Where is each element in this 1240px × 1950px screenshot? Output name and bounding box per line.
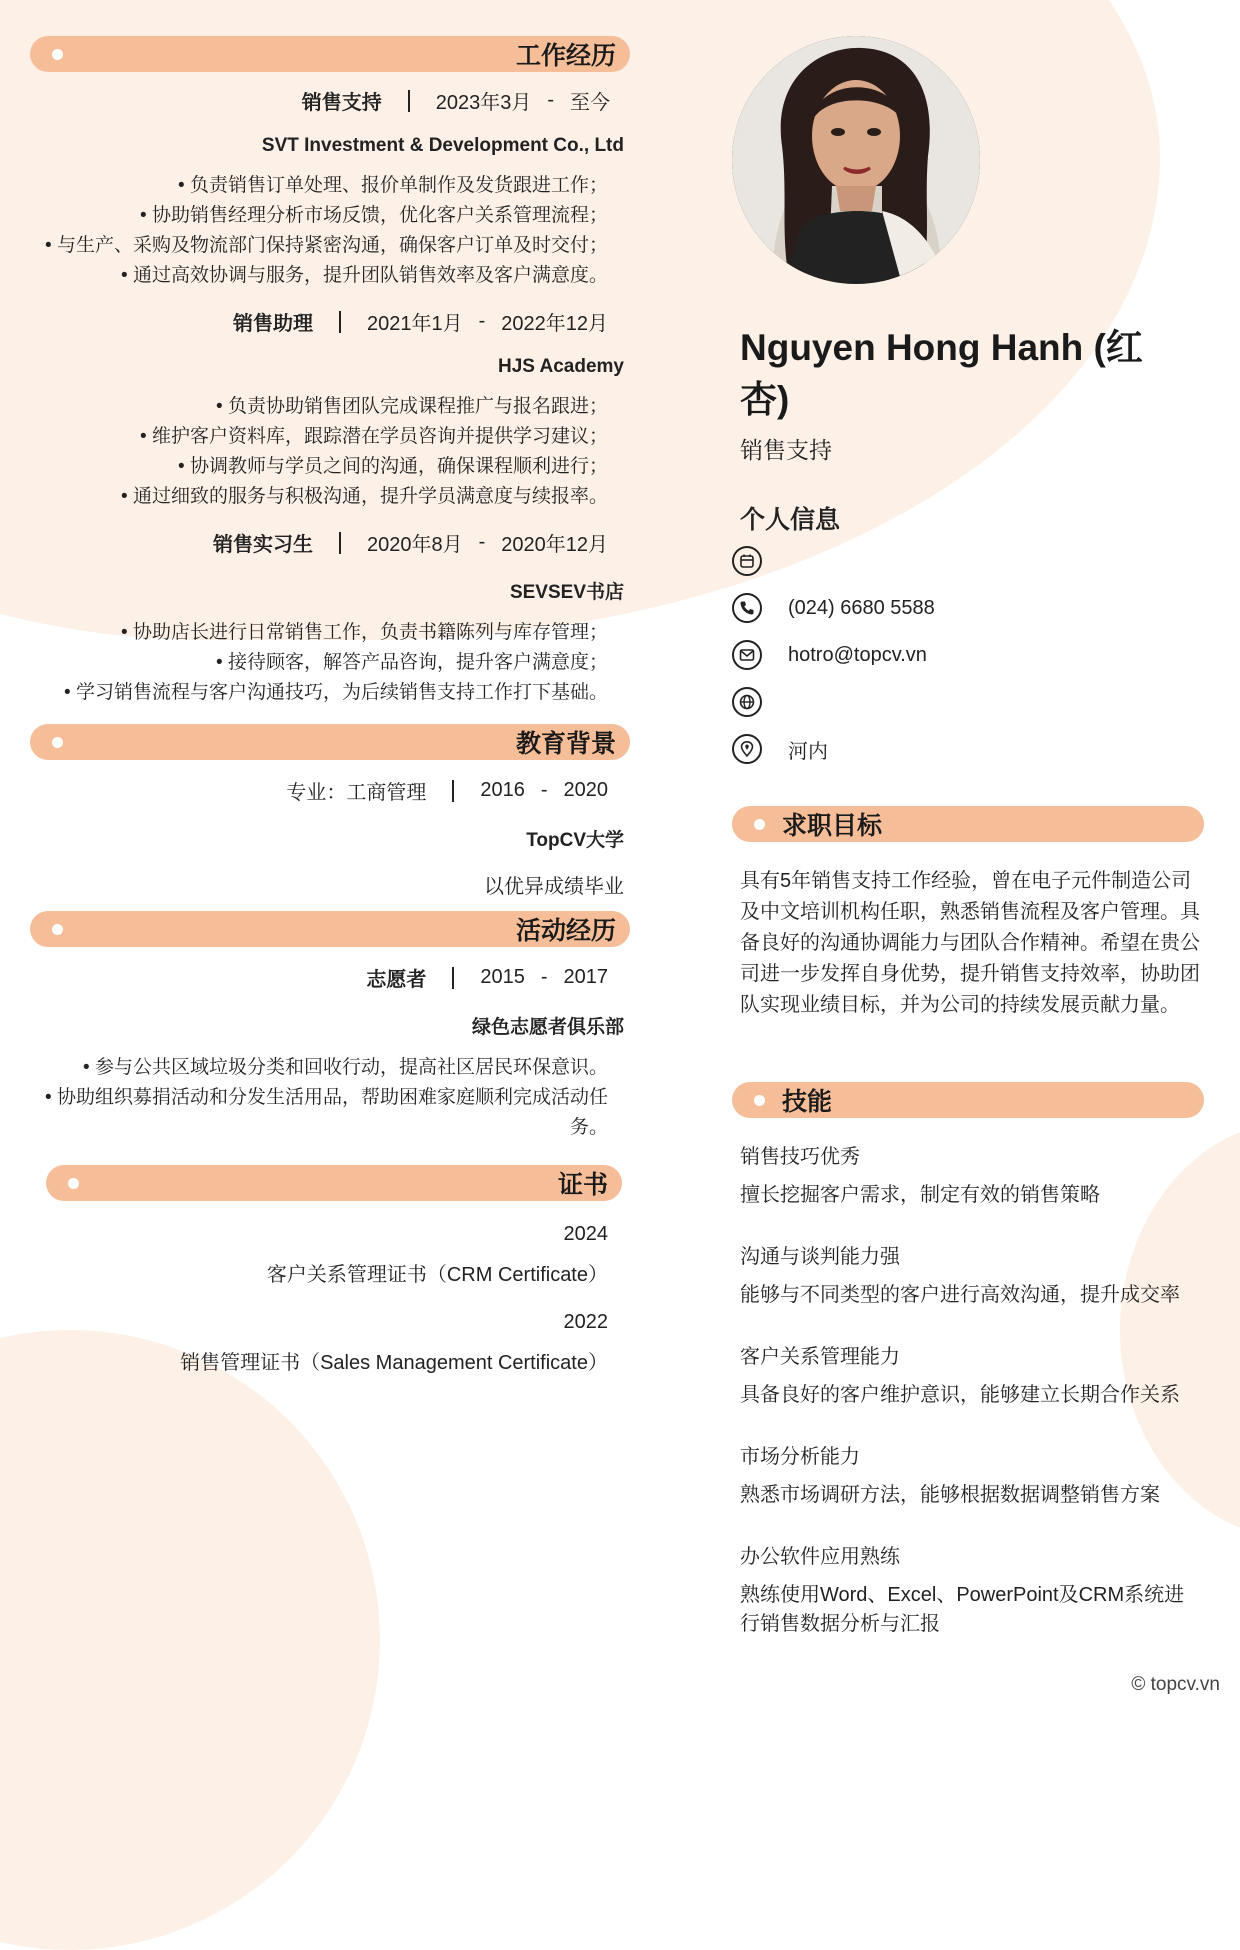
job-start: 2020年8月 (366, 534, 463, 556)
phone-icon (732, 593, 762, 623)
divider (339, 532, 341, 554)
info-email (732, 640, 927, 670)
bullet-item: • 协调教师与学员之间的沟通，确保课程顺利进行； (30, 452, 608, 482)
skill-name: 沟通与谈判能力强 (740, 1246, 900, 1268)
education-note: 以优异成绩毕业 (484, 876, 624, 898)
header-dot (68, 1178, 79, 1189)
bullet-item: • 协助销售经理分析市场反馈，优化客户关系管理流程； (30, 201, 608, 231)
header-dot (52, 737, 63, 748)
activity-role: 志愿者 (366, 969, 427, 991)
background-blob-bottom-left (0, 1330, 380, 1950)
date-dash: - (547, 89, 554, 111)
header-dot (52, 49, 63, 60)
portrait-illustration (732, 36, 980, 284)
section-header-skills (732, 1082, 1204, 1118)
job-end: 2022年12月 (501, 313, 608, 335)
skill-desc: 能够与不同类型的客户进行高效沟通，提升成交率 (740, 1284, 1180, 1306)
activity-header (30, 963, 700, 992)
date-dash: - (540, 966, 548, 988)
certificate-year: 2024 (563, 1223, 608, 1245)
skill-name: 客户关系管理能力 (740, 1346, 900, 1368)
bullet-item: • 通过高效协调与服务，提升团队销售效率及客户满意度。 (30, 261, 608, 291)
job-entry (30, 307, 700, 512)
divider (408, 90, 410, 112)
bullet-item: • 协助组织募捐活动和分发生活用品，帮助困难家庭顺利完成活动任务。 (30, 1083, 608, 1143)
section-header-certificates (46, 1165, 622, 1201)
section-title: 求职目标 (782, 812, 883, 840)
skill-item (740, 1140, 1200, 1210)
job-bullets (30, 392, 700, 512)
divider (452, 780, 454, 802)
personal-info-title: 个人信息 (740, 506, 841, 534)
globe-icon (732, 687, 762, 717)
company-name: HJS Academy (497, 356, 624, 377)
left-column (30, 36, 700, 1375)
calendar-icon (732, 546, 762, 576)
skill-desc: 熟练使用Word、Excel、PowerPoint及CRM系统进行销售数据分析与汇报 (740, 1584, 1185, 1635)
education-major: 专业：工商管理 (286, 782, 427, 804)
skills-section (732, 1082, 1204, 1118)
job-bullets (30, 171, 700, 291)
profile-photo (732, 36, 980, 284)
address-value: 河内 (788, 740, 828, 763)
job-role: 销售支持 (301, 92, 382, 114)
objective-section (732, 806, 1204, 842)
skill-desc: 熟悉市场调研方法，能够根据数据调整销售方案 (740, 1484, 1160, 1506)
job-entry (30, 86, 700, 291)
certificate-year: 2022 (563, 1311, 608, 1333)
section-title: 活动经历 (515, 917, 616, 945)
activity-end: 2017 (563, 966, 608, 988)
skill-name: 销售技巧优秀 (740, 1146, 860, 1168)
header-dot (754, 819, 765, 830)
bullet-item: • 与生产、采购及物流部门保持紧密沟通，确保客户订单及时交付； (30, 231, 608, 261)
skills-list (740, 1140, 1200, 1669)
bullet-item: • 负责销售订单处理、报价单制作及发货跟进工作； (30, 171, 608, 201)
bullet-item: • 协助店长进行日常销售工作，负责书籍陈列与库存管理； (30, 618, 608, 648)
activity-start: 2015 (480, 966, 525, 988)
info-birthday (732, 546, 788, 576)
company-name: SVT Investment & Development Co., Ltd (261, 135, 624, 156)
date-dash: - (540, 779, 548, 801)
skill-item (740, 1240, 1200, 1310)
job-role: 销售实习生 (212, 534, 313, 556)
job-entry (30, 528, 700, 708)
job-bullets (30, 618, 700, 708)
section-title: 工作经历 (515, 42, 616, 70)
job-header (30, 307, 700, 336)
skill-desc: 具备良好的客户维护意识，能够建立长期合作关系 (740, 1384, 1180, 1406)
footer-credit[interactable]: © topcv.vn (1131, 1674, 1220, 1695)
section-header-work (30, 36, 630, 72)
job-start: 2023年3月 (435, 92, 532, 114)
bullet-item: • 学习销售流程与客户沟通技巧，为后续销售支持工作打下基础。 (30, 678, 608, 708)
education-header (30, 776, 700, 805)
job-start: 2021年1月 (366, 313, 463, 335)
date-dash: - (478, 310, 486, 332)
mail-icon (732, 640, 762, 670)
job-header (30, 528, 700, 557)
section-title: 技能 (782, 1088, 833, 1116)
job-role: 销售助理 (232, 313, 313, 335)
section-header-activities (30, 911, 630, 947)
job-header (30, 86, 700, 115)
certificate-name: 销售管理证书（Sales Management Certificate） (180, 1352, 608, 1374)
divider (339, 311, 341, 333)
skill-desc: 擅长挖掘客户需求，制定有效的销售策略 (740, 1184, 1100, 1206)
phone-value: (024) 6680 5588 (788, 596, 935, 619)
skill-item (740, 1540, 1200, 1639)
date-dash: - (478, 531, 486, 553)
bullet-item: • 维护客户资料库，跟踪潜在学员咨询并提供学习建议； (30, 422, 608, 452)
section-header-education (30, 724, 630, 760)
bullet-item: • 参与公共区域垃圾分类和回收行动，提高社区居民环保意识。 (30, 1053, 608, 1083)
profile-name: Nguyen Hong Hanh (红杏) (740, 327, 1143, 420)
section-title: 教育背景 (515, 730, 616, 758)
email-value: hotro@topcv.vn (788, 643, 927, 666)
skill-name: 办公软件应用熟练 (740, 1546, 900, 1568)
certificate-entry (30, 1311, 700, 1375)
section-header-objective (732, 806, 1204, 842)
certificate-entry (30, 1223, 700, 1287)
info-phone (732, 593, 935, 623)
activity-bullets (30, 1053, 700, 1143)
header-dot (52, 924, 63, 935)
skill-name: 市场分析能力 (740, 1446, 860, 1468)
info-website (732, 687, 788, 717)
company-name: SEVSEV书店 (509, 582, 624, 603)
profile-job-title: 销售支持 (740, 437, 832, 463)
bullet-item: • 接待顾客，解答产品咨询，提升客户满意度； (30, 648, 608, 678)
education-start: 2016 (480, 779, 525, 801)
skill-item (740, 1440, 1200, 1510)
job-end: 2020年12月 (501, 534, 608, 556)
bullet-item: • 负责协助销售团队完成课程推广与报名跟进； (30, 392, 608, 422)
job-end: 至今 (570, 92, 610, 114)
objective-text: 具有5年销售支持工作经验，曾在电子元件制造公司及中文培训机构任职，熟悉销售流程及客户管理。具备良好的沟通协调能力与团队合作精神。希望在贵公司进一步发挥自身优势，提升销售支持效率，协助团队实现业绩目标，并为公司的持续发展贡献力量。 (740, 870, 1200, 1016)
divider (452, 967, 454, 989)
header-dot (754, 1095, 765, 1106)
location-pin-icon (732, 734, 762, 764)
education-end: 2020 (563, 779, 608, 801)
info-address (732, 734, 828, 764)
organization-name: 绿色志愿者俱乐部 (471, 1017, 624, 1038)
school-name: TopCV大学 (526, 830, 624, 851)
section-title: 证书 (557, 1171, 608, 1199)
skill-item (740, 1340, 1200, 1410)
bullet-item: • 通过细致的服务与积极沟通，提升学员满意度与续报率。 (30, 482, 608, 512)
certificate-name: 客户关系管理证书（CRM Certificate） (266, 1264, 608, 1286)
